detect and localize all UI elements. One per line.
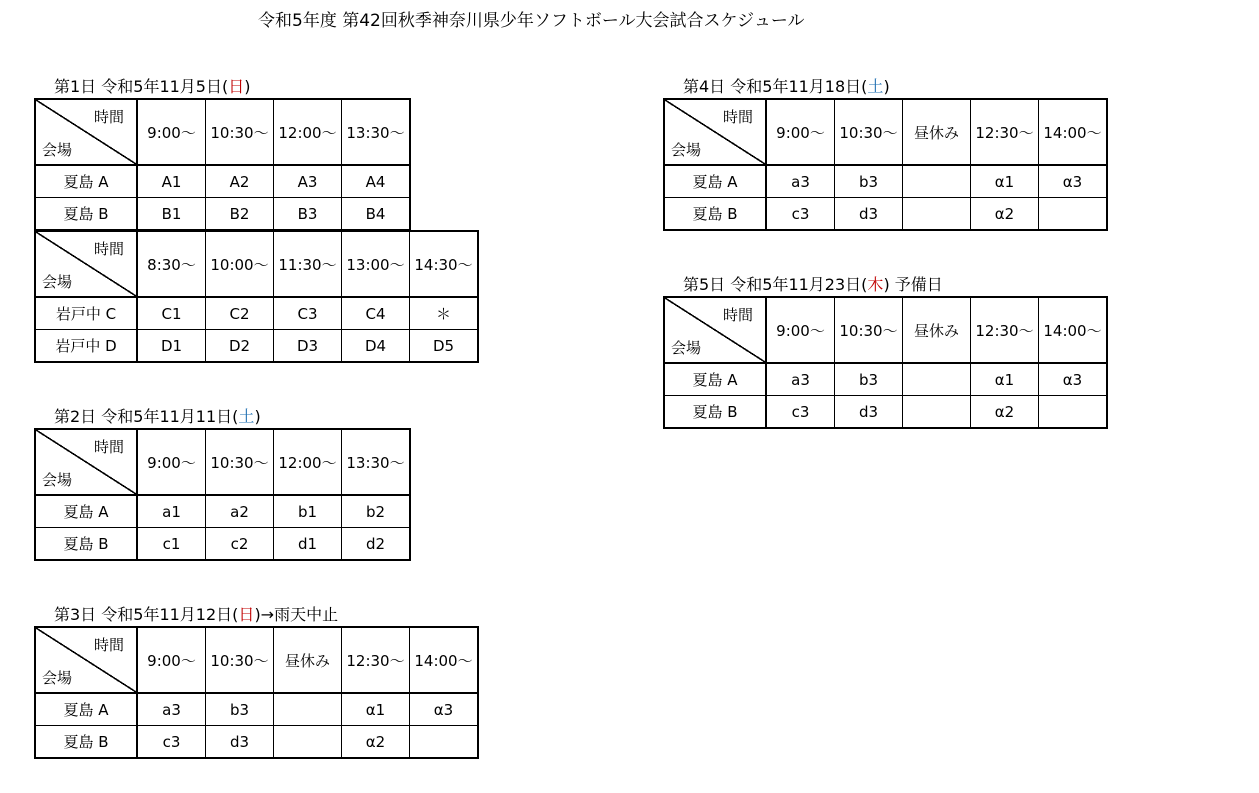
venue-cell: 夏島 A: [35, 495, 137, 528]
day1-label: [54, 74, 251, 97]
match-cell: α2: [971, 198, 1039, 231]
match-cell: b1: [274, 495, 342, 528]
day2-label: [54, 404, 261, 427]
venue-label: 会場: [42, 669, 73, 687]
match-cell: B2: [206, 198, 274, 231]
venue-cell: 夏島 B: [664, 396, 766, 429]
match-cell: c1: [137, 528, 206, 561]
day3-label: [54, 602, 338, 625]
venue-cell: 夏島 B: [35, 726, 137, 759]
time-slot-header: 12:00〜: [274, 429, 342, 495]
match-cell: [903, 363, 971, 396]
time-slot-header: 昼休み: [903, 99, 971, 165]
header-row: [35, 99, 410, 165]
time-slot-header: 10:30〜: [835, 297, 903, 363]
match-cell: D5: [410, 330, 479, 363]
day2-weekday: 土: [238, 407, 255, 426]
time-slot-header: 昼休み: [274, 627, 342, 693]
day4-label-prefix: 第4日 令和5年11月18日(: [683, 77, 868, 96]
header-row: [35, 231, 478, 297]
time-slot-header: 12:30〜: [971, 99, 1039, 165]
venue-label: 会場: [671, 141, 702, 159]
time-slot-header: 9:00〜: [766, 297, 835, 363]
time-slot-header: 13:30〜: [342, 429, 411, 495]
day2-table: [34, 428, 411, 561]
day5-label: [683, 272, 943, 295]
time-slot-header: 10:30〜: [206, 99, 274, 165]
match-cell: D1: [137, 330, 206, 363]
match-cell: [274, 726, 342, 759]
match-cell: d3: [206, 726, 274, 759]
day1-weekday: 日: [228, 77, 245, 96]
match-cell: α3: [410, 693, 479, 726]
venue-label: 会場: [42, 273, 73, 291]
time-slot-header: 14:00〜: [1039, 297, 1108, 363]
table-row: [35, 693, 478, 726]
venue-cell: 岩戸中 D: [35, 330, 137, 363]
day1-label-prefix: 第1日 令和5年11月5日(: [54, 77, 229, 96]
venue-cell: 夏島 A: [35, 693, 137, 726]
time-slot-header: 13:00〜: [342, 231, 410, 297]
table-row: [35, 495, 410, 528]
day3-label-prefix: 第3日 令和5年11月12日(: [54, 605, 239, 624]
match-cell: α2: [971, 396, 1039, 429]
venue-cell: 夏島 A: [664, 165, 766, 198]
venue-cell: 夏島 A: [664, 363, 766, 396]
match-cell: [410, 726, 479, 759]
match-cell: [903, 165, 971, 198]
match-cell: c3: [137, 726, 206, 759]
match-cell: ＊: [410, 297, 479, 330]
day3-weekday: 日: [238, 605, 255, 624]
time-label: 時間: [93, 636, 124, 654]
match-cell: d3: [835, 396, 903, 429]
time-slot-header: 8:30〜: [137, 231, 206, 297]
time-slot-header: 10:00〜: [206, 231, 274, 297]
day1-table2: [34, 230, 479, 363]
time-slot-header: 14:00〜: [410, 627, 479, 693]
time-label: 時間: [722, 306, 753, 324]
time-label: 時間: [93, 240, 124, 258]
match-cell: B4: [342, 198, 411, 231]
day2-label-prefix: 第2日 令和5年11月11日(: [54, 407, 239, 426]
venue-cell: 夏島 B: [35, 198, 137, 231]
match-cell: C1: [137, 297, 206, 330]
corner-cell: [35, 627, 137, 693]
match-cell: α1: [971, 363, 1039, 396]
day5-label-prefix: 第5日 令和5年11月23日(: [683, 275, 868, 294]
match-cell: α3: [1039, 363, 1108, 396]
time-slot-header: 13:30〜: [342, 99, 411, 165]
day4-label: [683, 74, 890, 97]
table-row: [664, 396, 1107, 429]
match-cell: D4: [342, 330, 410, 363]
corner-cell: [35, 99, 137, 165]
time-slot-header: 9:00〜: [137, 99, 206, 165]
match-cell: a3: [766, 165, 835, 198]
header-row: [664, 297, 1107, 363]
table-row: [35, 198, 410, 231]
table-row: [35, 165, 410, 198]
day3-label-suffix: )→雨天中止: [254, 605, 339, 624]
table-row: [664, 165, 1107, 198]
table-row: [664, 198, 1107, 231]
match-cell: A2: [206, 165, 274, 198]
match-cell: B3: [274, 198, 342, 231]
time-slot-header: 11:30〜: [274, 231, 342, 297]
match-cell: b3: [835, 363, 903, 396]
time-slot-header: 12:00〜: [274, 99, 342, 165]
table-row: [35, 330, 478, 363]
header-row: [35, 627, 478, 693]
match-cell: d1: [274, 528, 342, 561]
match-cell: b2: [342, 495, 411, 528]
time-slot-header: 9:00〜: [137, 627, 206, 693]
match-cell: α3: [1039, 165, 1108, 198]
venue-cell: 夏島 A: [35, 165, 137, 198]
match-cell: α1: [971, 165, 1039, 198]
match-cell: C4: [342, 297, 410, 330]
match-cell: [1039, 198, 1108, 231]
time-slot-header: 12:30〜: [971, 297, 1039, 363]
match-cell: d2: [342, 528, 411, 561]
header-row: [35, 429, 410, 495]
corner-cell: [35, 429, 137, 495]
day4-table: [663, 98, 1108, 231]
match-cell: [274, 693, 342, 726]
venue-label: 会場: [42, 141, 73, 159]
day5-weekday: 木: [867, 275, 884, 294]
day5-label-suffix: ) 予備日: [883, 275, 943, 294]
match-cell: A4: [342, 165, 411, 198]
match-cell: c3: [766, 198, 835, 231]
table-row: [664, 363, 1107, 396]
match-cell: C3: [274, 297, 342, 330]
header-row: [664, 99, 1107, 165]
page-title: 令和5年度 第42回秋季神奈川県少年ソフトボール大会試合スケジュール: [258, 11, 805, 31]
time-slot-header: 9:00〜: [137, 429, 206, 495]
match-cell: [903, 396, 971, 429]
table-row: [35, 528, 410, 561]
day2-label-suffix: ): [254, 407, 261, 426]
table-row: [35, 297, 478, 330]
time-slot-header: 10:30〜: [835, 99, 903, 165]
match-cell: [1039, 396, 1108, 429]
match-cell: a2: [206, 495, 274, 528]
match-cell: α1: [342, 693, 410, 726]
match-cell: b3: [206, 693, 274, 726]
venue-cell: 岩戸中 C: [35, 297, 137, 330]
match-cell: D2: [206, 330, 274, 363]
time-slot-header: 10:30〜: [206, 429, 274, 495]
match-cell: C2: [206, 297, 274, 330]
time-label: 時間: [93, 108, 124, 126]
time-label: 時間: [722, 108, 753, 126]
table-row: [35, 726, 478, 759]
match-cell: [903, 198, 971, 231]
match-cell: a3: [766, 363, 835, 396]
match-cell: d3: [835, 198, 903, 231]
time-slot-header: 昼休み: [903, 297, 971, 363]
match-cell: D3: [274, 330, 342, 363]
time-label: 時間: [93, 438, 124, 456]
venue-label: 会場: [671, 339, 702, 357]
day1-label-suffix: ): [244, 77, 251, 96]
day4-label-suffix: ): [883, 77, 890, 96]
day4-weekday: 土: [867, 77, 884, 96]
match-cell: a3: [137, 693, 206, 726]
day5-table: [663, 296, 1108, 429]
venue-cell: 夏島 B: [35, 528, 137, 561]
time-slot-header: 12:30〜: [342, 627, 410, 693]
match-cell: α2: [342, 726, 410, 759]
corner-cell: [35, 231, 137, 297]
match-cell: B1: [137, 198, 206, 231]
match-cell: b3: [835, 165, 903, 198]
match-cell: A3: [274, 165, 342, 198]
time-slot-header: 14:00〜: [1039, 99, 1108, 165]
time-slot-header: 9:00〜: [766, 99, 835, 165]
day1-table1: [34, 98, 411, 231]
venue-cell: 夏島 B: [664, 198, 766, 231]
match-cell: c3: [766, 396, 835, 429]
day3-table: [34, 626, 479, 759]
corner-cell: [664, 297, 766, 363]
venue-label: 会場: [42, 471, 73, 489]
time-slot-header: 10:30〜: [206, 627, 274, 693]
match-cell: A1: [137, 165, 206, 198]
match-cell: a1: [137, 495, 206, 528]
match-cell: c2: [206, 528, 274, 561]
time-slot-header: 14:30〜: [410, 231, 479, 297]
corner-cell: [664, 99, 766, 165]
